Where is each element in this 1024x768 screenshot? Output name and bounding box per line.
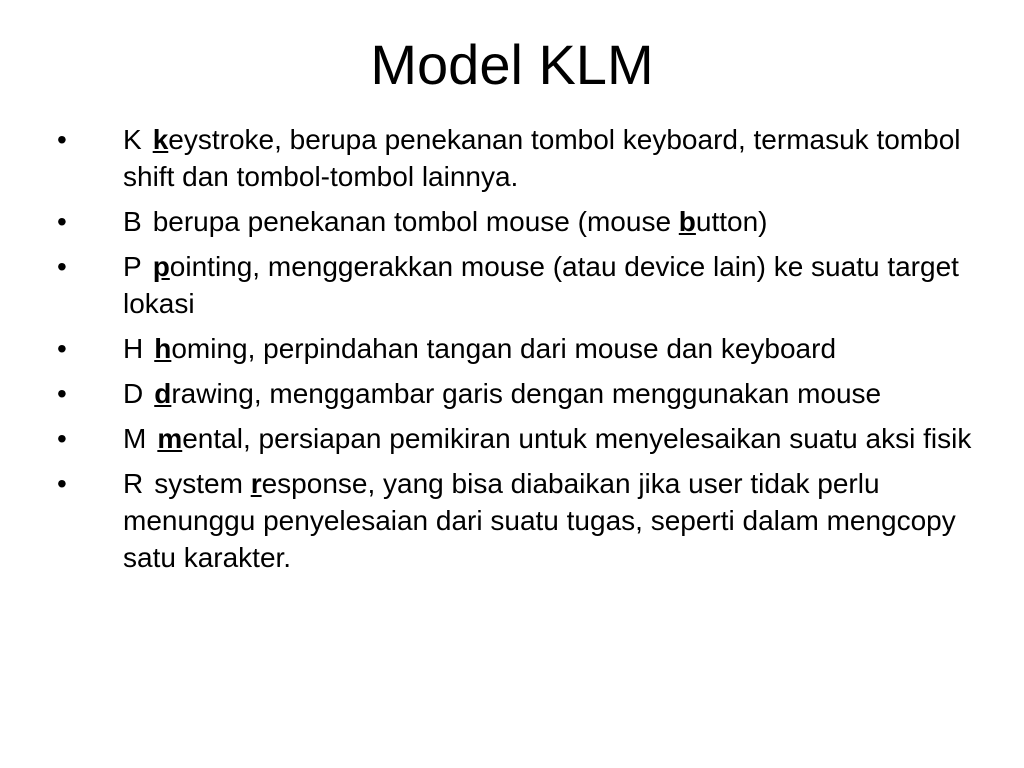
bullet-item-d [0, 375, 973, 412]
bullet-dot: • [57, 378, 67, 409]
bullet-item-h [0, 330, 973, 367]
operator-code: P [123, 251, 142, 282]
description-suffix: oming, perpindahan tangan dari mouse dan keyboard [171, 333, 837, 364]
key-letter: k [152, 124, 169, 155]
description-suffix: ointing, menggerakkan mouse (atau device lain) ke suatu target lokasi [123, 251, 959, 319]
description-suffix: utton) [695, 206, 768, 237]
bullet-item-r [0, 465, 973, 576]
bullet-item-m [0, 420, 973, 457]
operator-code: M [123, 423, 147, 454]
operator-code: H [123, 333, 144, 364]
bullet-list [0, 121, 1024, 584]
key-letter: b [678, 206, 696, 237]
description-suffix: esponse, yang bisa diabaikan jika user tidak perlu menunggu penyelesaian dari suatu tugas, seperti dalam mengcopy satu karakter. [123, 468, 956, 573]
bullet-dot: • [57, 251, 67, 282]
bullet-item-k [0, 121, 973, 195]
description-suffix: ental, persiapan pemikiran untuk menyelesaikan suatu aksi fisik [182, 423, 972, 454]
description-prefix: system [154, 468, 251, 499]
key-letter: d [154, 378, 172, 409]
operator-code: B [123, 206, 142, 237]
key-letter: p [152, 251, 170, 282]
bullet-item-p [0, 248, 973, 322]
description-suffix: rawing, menggambar garis dengan menggunakan mouse [171, 378, 882, 409]
bullet-dot: • [57, 423, 67, 454]
key-letter: h [154, 333, 172, 364]
bullet-dot: • [57, 124, 67, 155]
bullet-item-b [0, 203, 973, 240]
operator-code: K [123, 124, 142, 155]
operator-code: D [123, 378, 144, 409]
operator-code: R [123, 468, 144, 499]
key-letter: r [250, 468, 262, 499]
bullet-dot: • [57, 468, 67, 499]
bullet-dot: • [57, 333, 67, 364]
slide-title: Model KLM [370, 33, 654, 96]
key-letter: m [157, 423, 183, 454]
description-prefix: berupa penekanan tombol mouse (mouse [152, 206, 679, 237]
bullet-dot: • [57, 206, 67, 237]
description-suffix: eystroke, berupa penekanan tombol keyboard, termasuk tombol shift dan tombol-tombol lainnya. [123, 124, 961, 192]
